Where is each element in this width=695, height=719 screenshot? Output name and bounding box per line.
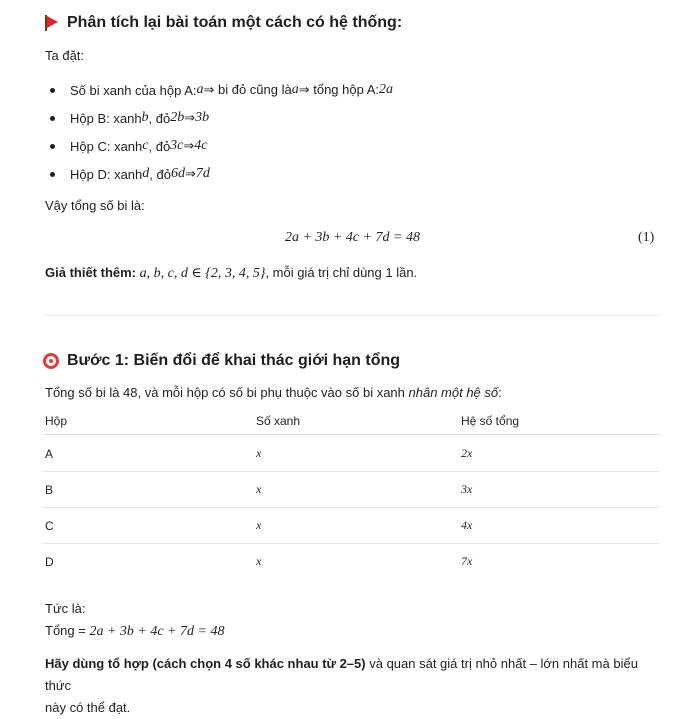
bullet-list bbox=[45, 76, 645, 188]
conclusion-text: Tổng = bbox=[45, 623, 90, 638]
assumption bbox=[45, 265, 417, 282]
display-equation bbox=[0, 230, 695, 246]
bullet-text: ⇒ bbox=[184, 166, 196, 181]
assumption-label: Giả thiết thêm: bbox=[45, 265, 137, 280]
final-text-line2: này có thể đạt. bbox=[45, 700, 131, 715]
conclusion-label: Tức là: bbox=[45, 601, 86, 616]
step-heading bbox=[43, 352, 400, 370]
table-header: Hệ số tổng bbox=[461, 414, 520, 428]
equation-number: (1) bbox=[638, 230, 655, 245]
bullet-text: , đỏ bbox=[148, 138, 171, 154]
table-row-rule bbox=[43, 471, 660, 472]
math-var: c bbox=[142, 138, 149, 153]
conclusion-equation bbox=[45, 623, 224, 640]
table-cell: 3x bbox=[461, 482, 473, 496]
math-var: 2a bbox=[379, 82, 394, 97]
table-cell: 7x bbox=[461, 554, 473, 568]
table-cell: 4x bbox=[461, 518, 473, 532]
bullet-dot bbox=[50, 172, 55, 177]
math-var: 3c bbox=[170, 138, 184, 153]
assumption-text: , mỗi giá trị chỉ dùng 1 lần. bbox=[265, 265, 418, 280]
math-var: a bbox=[291, 82, 299, 97]
intro-text: Ta đặt: bbox=[45, 48, 85, 63]
table-cell: x bbox=[256, 554, 262, 568]
target-icon bbox=[43, 353, 59, 369]
final-bold-text: Hãy dùng tổ hợp (cách chọn 4 số khác nhau từ 2–5) bbox=[45, 656, 366, 671]
bullet-dot bbox=[50, 116, 55, 121]
table-cell: B bbox=[45, 483, 54, 497]
table-cell: x bbox=[256, 518, 262, 532]
math-var: 7d bbox=[195, 166, 210, 181]
bullet-text: ⇒ bbox=[184, 110, 196, 125]
math-var: 2b bbox=[170, 110, 185, 125]
list-item bbox=[45, 104, 645, 132]
math-var: 6d bbox=[170, 166, 185, 181]
table-cell: A bbox=[45, 447, 54, 461]
table-cell: C bbox=[45, 519, 54, 533]
list-item bbox=[45, 160, 645, 188]
final-text: và quan sát giá trị nhỏ nhất – lớn nhất mà biểu thức bbox=[45, 656, 638, 693]
bullet-text: , đỏ bbox=[148, 110, 171, 126]
bullet-text: ⇒ bi đỏ cũng là bbox=[203, 82, 292, 97]
bullet-text: Hộp C: xanh bbox=[70, 138, 143, 154]
bullet-text: Số bi xanh của hộp A: bbox=[70, 82, 197, 98]
table-cell: 2x bbox=[461, 446, 473, 460]
bullet-dot bbox=[50, 88, 55, 93]
table-cell: x bbox=[256, 446, 262, 460]
table-cell: D bbox=[45, 555, 54, 569]
equation-text: 2a + 3b + 4c + 7d = 48 bbox=[284, 230, 420, 245]
section-divider bbox=[43, 315, 660, 316]
step-intro-italic: nhân một hệ số bbox=[408, 385, 499, 400]
list-item bbox=[45, 76, 645, 104]
list-item bbox=[45, 132, 645, 160]
math-var: a bbox=[196, 82, 204, 97]
step-intro-text: Tổng số bi là 48, và mỗi hộp có số bi phụ thuộc vào số bi xanh bbox=[45, 385, 409, 400]
table-header: Hộp bbox=[45, 414, 68, 428]
table-header-rule bbox=[43, 434, 660, 435]
step-intro-punct: : bbox=[498, 385, 502, 400]
math-var: d bbox=[142, 166, 150, 181]
bullet-text: Hộp D: xanh bbox=[70, 166, 143, 182]
math-var: b bbox=[141, 110, 149, 125]
step-intro bbox=[45, 385, 502, 400]
table-header: Số xanh bbox=[256, 414, 301, 428]
bullet-text: ⇒ bbox=[183, 138, 195, 153]
math-var: 3b bbox=[195, 110, 210, 125]
section-heading bbox=[43, 14, 402, 32]
math-var: 4c bbox=[194, 138, 208, 153]
table-cell: x bbox=[256, 482, 262, 496]
table-row-rule bbox=[43, 543, 660, 544]
table-row-rule bbox=[43, 507, 660, 508]
step-heading-text: Bước 1: Biến đổi để khai thác giới hạn tổng bbox=[67, 352, 401, 369]
bullet-text: Hộp B: xanh bbox=[70, 110, 142, 126]
sum-intro: Vậy tổng số bi là: bbox=[45, 198, 145, 213]
red-flag-icon bbox=[43, 15, 59, 31]
final-paragraph bbox=[45, 653, 665, 719]
bullet-text: , đỏ bbox=[149, 166, 171, 182]
conclusion-math: 2a + 3b + 4c + 7d = 48 bbox=[89, 624, 225, 639]
bullet-text: ⇒ tổng hộp A: bbox=[298, 82, 380, 97]
bullet-dot bbox=[50, 144, 55, 149]
section-heading-text: Phân tích lại bài toán một cách có hệ thống: bbox=[67, 14, 403, 31]
assumption-math: a, b, c, d ∈ {2, 3, 4, 5} bbox=[139, 266, 266, 281]
